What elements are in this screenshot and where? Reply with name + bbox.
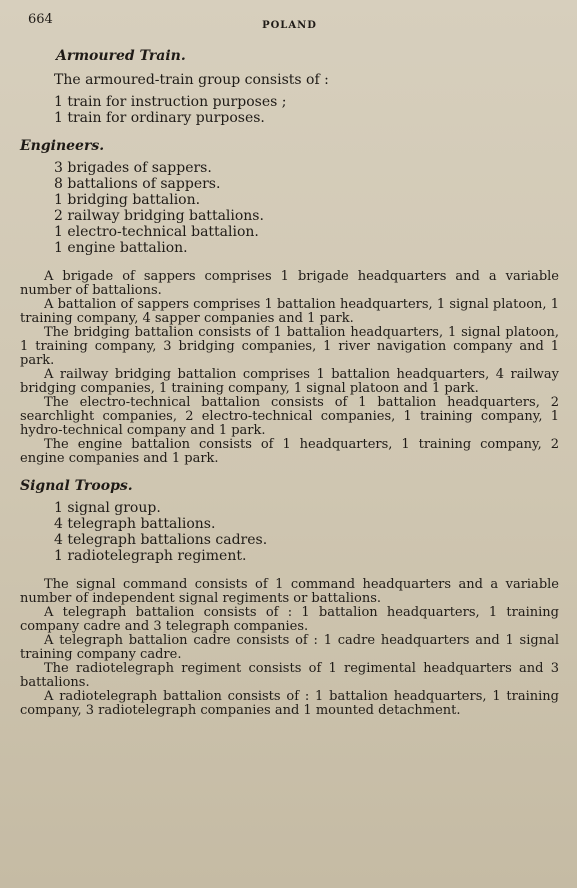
section-title: Engineers. (20, 138, 105, 154)
list-item: 1 radiotelegraph regiment. (54, 548, 247, 564)
section-intro: The armoured-train group consists of : (54, 72, 329, 88)
paragraph: A battalion of sappers comprises 1 battalion headquarters, 1 signal platoon, 1 training company, 4 sapper companies and 1 park. (20, 297, 559, 326)
section-title: Armoured Train. (56, 48, 186, 64)
page-header (20, 8, 559, 30)
list-item: 1 electro-technical battalion. (54, 224, 259, 240)
list-item: 1 train for instruction purposes ; (54, 94, 287, 110)
list-item: 2 railway bridging battalions. (54, 208, 264, 224)
paragraph: The bridging battalion consists of 1 battalion headquarters, 1 signal platoon, 1 training company, 3 bridging companies, 1 river navigation company and 1 park. (20, 325, 559, 368)
section-title: Signal Troops. (20, 478, 133, 494)
list-item: 4 telegraph battalions. (54, 516, 216, 532)
list-item: 3 brigades of sappers. (54, 160, 212, 176)
paragraph: A radiotelegraph battalion consists of : 1 battalion headquarters, 1 training company, 3 radiotelegraph companies and 1 mounted detachment. (20, 689, 559, 718)
running-head: POLAND (262, 20, 317, 31)
unit-list (54, 160, 559, 256)
paragraph: A railway bridging battalion comprises 1 battalion headquarters, 4 railway bridging companies, 1 training company, 1 signal platoon and 1 park. (20, 367, 559, 396)
paragraph: A telegraph battalion consists of : 1 battalion headquarters, 1 training company cadre and 3 telegraph companies. (20, 605, 559, 634)
page-number: 664 (28, 12, 53, 27)
list-item: 1 engine battalion. (54, 240, 188, 256)
section-signal-troops (20, 478, 559, 718)
paragraph: The engine battalion consists of 1 headquarters, 1 training company, 2 engine companies and 1 park. (20, 437, 559, 466)
paragraph: The signal command consists of 1 command headquarters and a variable number of independent signal regiments or battalions. (20, 577, 559, 606)
list-item: 1 bridging battalion. (54, 192, 201, 208)
section-engineers (20, 138, 559, 466)
list-item: 1 train for ordinary purposes. (54, 110, 265, 126)
paragraph: A brigade of sappers comprises 1 brigade headquarters and a variable number of battalions. (20, 269, 559, 298)
list-item: 4 telegraph battalions cadres. (54, 532, 268, 548)
paragraph: The radiotelegraph regiment consists of 1 regimental headquarters and 3 battalions. (20, 661, 559, 690)
unit-list (54, 500, 559, 564)
paragraph: A telegraph battalion cadre consists of : 1 cadre headquarters and 1 signal training company cadre. (20, 633, 559, 662)
section-armoured-train (20, 48, 559, 126)
list-item: 8 battalions of sappers. (54, 176, 221, 192)
list-item: 1 signal group. (54, 500, 161, 516)
unit-list (54, 94, 559, 126)
paragraph: The electro-technical battalion consists of 1 battalion headquarters, 2 searchlight companies, 2 electro-technical companies, 1 training company, 1 hydro-technical company and 1 park. (20, 395, 559, 438)
